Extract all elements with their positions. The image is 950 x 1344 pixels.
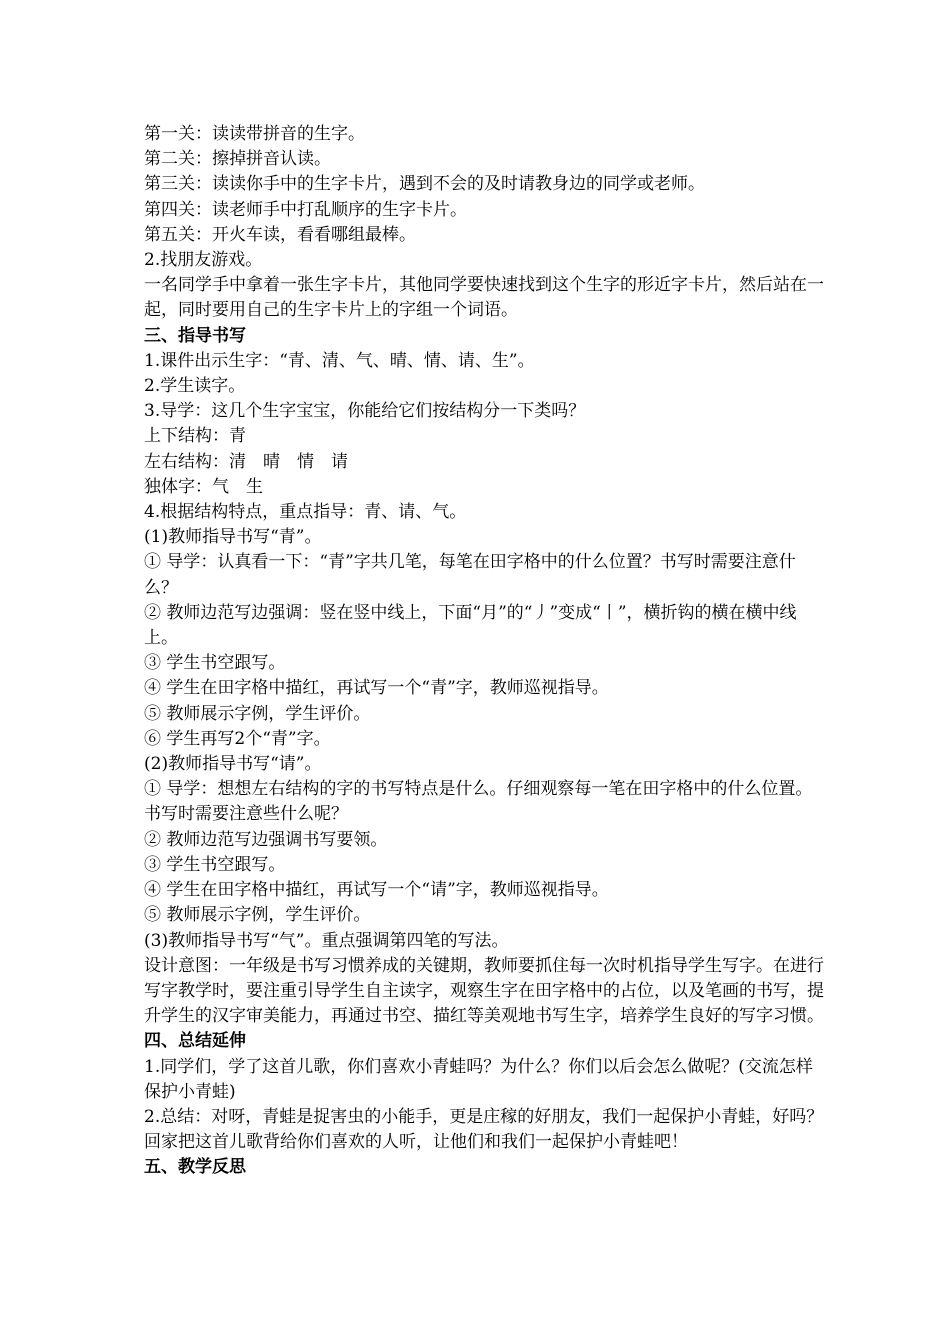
paragraph: 第四关：读老师手中打乱顺序的生字卡片。 — [144, 199, 467, 220]
paragraph: ② 教师边范写边强调：竖在竖中线上，下面“月”的“丿”变成“丨”，横折钩的横在横中线上。 — [144, 602, 797, 649]
paragraph: ④ 学生在田字格中描红，再试写一个“请”字，教师巡视指导。 — [144, 880, 609, 901]
paragraph: (3)教师指导书写“气”。重点强调第四笔的写法。 — [144, 930, 509, 951]
paragraph: 3.导学：这几个生字宝宝，你能给它们按结构分一下类吗？ — [144, 401, 586, 422]
paragraph: ④ 学生在田字格中描红，再试写一个“青”字，教师巡视指导。 — [144, 678, 609, 699]
paragraph: ③ 学生书空跟写。 — [144, 653, 286, 674]
section-heading: 四、总结延伸 — [144, 1031, 246, 1052]
paragraph: ⑤ 教师展示字例，学生评价。 — [144, 703, 371, 724]
paragraph: 第二关：擦掉拼音认读。 — [144, 149, 331, 170]
paragraph: ① 导学：想想左右结构的字的书写特点是什么。仔细观察每一笔在田字格中的什么位置。书写时需要注意些什么呢？ — [144, 779, 813, 825]
paragraph: 设计意图：一年级是书写习惯养成的关键期，教师要抓住每一次时机指导学生写字。在进行写字教学时，要注重引导学生自主读字，观察生字在田字格中的占位，以及笔画的书写，提升学生的汉字审美能力，再通过书空、描红等美观地书写生字，培养学生良好的写字习惯。 — [144, 955, 824, 1027]
paragraph: 一名同学手中拿着一张生字卡片，其他同学要快速找到这个生字的形近字卡片，然后站在一起，同时要用自己的生字卡片上的字组一个词语。 — [144, 275, 824, 321]
document-body — [144, 122, 824, 1181]
paragraph: 第一关：读读带拼音的生字。 — [144, 124, 365, 144]
paragraph: 第三关：读读你手中的生字卡片，遇到不会的及时请教身边的同学或老师。 — [144, 174, 705, 195]
paragraph: 4.根据结构特点，重点指导：青、请、气。 — [144, 502, 467, 523]
paragraph: 独体字：气 生 — [144, 476, 263, 497]
paragraph: 2.学生读字。 — [144, 376, 246, 397]
paragraph: 第五关：开火车读，看看哪组最棒。 — [144, 224, 416, 245]
paragraph: ⑤ 教师展示字例，学生评价。 — [144, 905, 371, 926]
paragraph: (2)教师指导书写“请”。 — [144, 754, 322, 775]
paragraph: 2.找朋友游戏。 — [144, 250, 263, 271]
paragraph: ② 教师边范写边强调书写要领。 — [144, 829, 388, 850]
paragraph: 左右结构：清 晴 情 请 — [144, 451, 348, 472]
paragraph: ⑥ 学生再写2个“青”字。 — [144, 728, 331, 749]
paragraph: 上下结构：青 — [144, 426, 246, 447]
paragraph: ③ 学生书空跟写。 — [144, 854, 286, 875]
paragraph: 1.课件出示生字：“青、清、气、晴、情、请、生”。 — [144, 350, 535, 371]
paragraph: (1)教师指导书写“青”。 — [144, 527, 322, 548]
paragraph: 1.同学们，学了这首儿歌，你们喜欢小青蛙吗？为什么？你们以后会怎么做呢？(交流怎样保护小青蛙) — [144, 1056, 813, 1102]
paragraph: ① 导学：认真看一下：“青”字共几笔，每笔在田字格中的什么位置？书写时需要注意什么？ — [144, 552, 796, 598]
paragraph: 2.总结：对呀，青蛙是捉害虫的小能手，更是庄稼的好朋友，我们一起保护小青蛙，好吗？回家把这首儿歌背给你们喜欢的人听，让他们和我们一起保护小青蛙吧！ — [144, 1106, 824, 1153]
section-heading: 五、教学反思 — [144, 1157, 246, 1178]
section-heading: 三、指导书写 — [144, 325, 246, 346]
